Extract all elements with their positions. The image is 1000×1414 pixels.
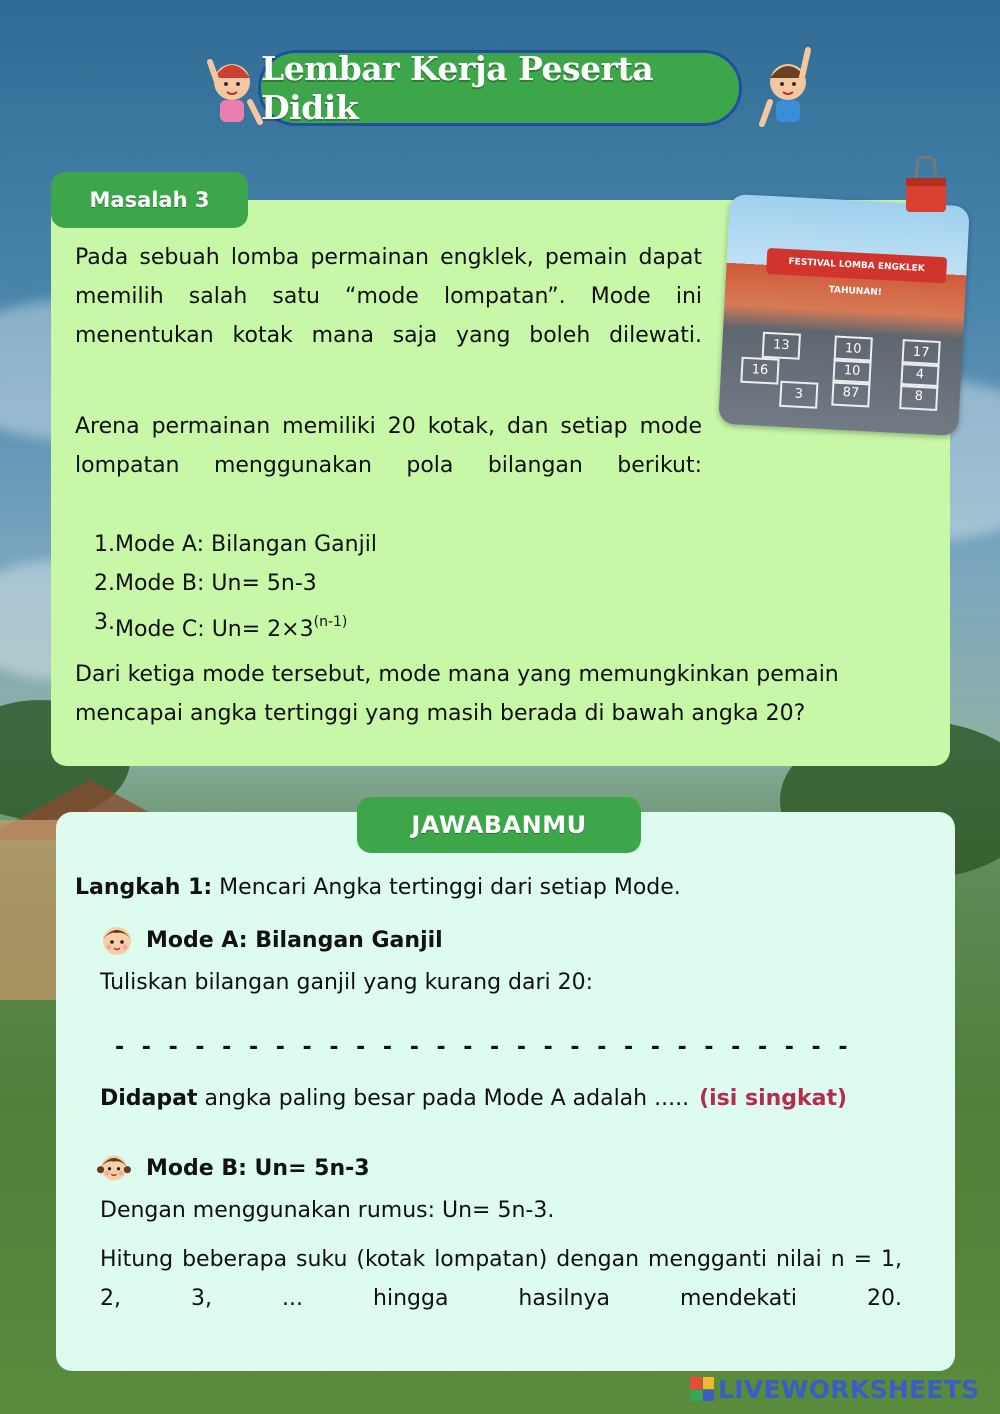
problem-tab-label: Masalah 3 xyxy=(89,188,210,212)
mode-a-result-line xyxy=(100,1079,847,1118)
hopscotch-cell: 87 xyxy=(831,379,870,407)
liveworksheets-logo[interactable] xyxy=(690,1376,979,1402)
mode-number: 2. xyxy=(94,571,115,596)
mode-text: Mode B: Un= 5n-3 xyxy=(115,571,317,596)
step-1-label: Langkah 1: xyxy=(75,875,213,900)
mode-b-instruction-text: Hitung beberapa suku (kotak lompatan) dengan mengganti nilai n = 1, 2, 3, ... hingga hasilnya mendekati 20. xyxy=(100,1247,902,1311)
didapat-text: angka paling besar pada Mode A adalah ..... xyxy=(197,1086,690,1111)
hopscotch-cell: 8 xyxy=(899,383,938,411)
mode-exponent: (n-1) xyxy=(313,614,348,630)
mode-b-formula-text: Dengan menggunakan rumus: Un= 5n-3. xyxy=(100,1198,555,1223)
liveworksheets-brand-text: LIVEWORKSHEETS xyxy=(718,1374,980,1404)
engklek-festival-photo xyxy=(718,194,970,436)
problem-paragraph-2 xyxy=(75,407,702,485)
girl-face-icon xyxy=(97,1150,131,1184)
mode-number: 1. xyxy=(94,532,115,557)
girl-waving-icon xyxy=(200,42,264,132)
mode-a-title: Mode A: Bilangan Ganjil xyxy=(146,928,443,953)
hopscotch-cell: 3 xyxy=(779,381,818,409)
problem-paragraph-2-text: Arena permainan memiliki 20 kotak, dan setiap mode lompatan menggunakan pola bilangan berikut: xyxy=(75,414,702,478)
mode-list-item xyxy=(75,525,695,564)
problem-paragraph-1-text: Pada sebuah lomba permainan engklek, pemain dapat memilih salah satu “mode lompatan”. Mode ini menentukan kotak mana saja yang boleh dilewati. xyxy=(75,245,702,348)
boy-face-icon xyxy=(100,923,134,957)
answer-tab-label: JAWABANMU xyxy=(411,811,587,839)
mode-number: 3. xyxy=(94,610,115,635)
mode-text: Mode A: Bilangan Ganjil xyxy=(115,532,377,557)
mode-b-instruction xyxy=(100,1240,902,1318)
festival-banner xyxy=(766,248,947,298)
boy-waving-icon xyxy=(756,40,820,130)
hopscotch-cell: 4 xyxy=(900,361,939,389)
mode-text xyxy=(115,603,347,649)
header xyxy=(200,40,820,140)
mode-list xyxy=(75,525,695,649)
page-title: Lembar Kerja Peserta Didik xyxy=(261,49,654,127)
hopscotch-cell: 10 xyxy=(834,336,873,364)
hopscotch-cell: 10 xyxy=(832,358,871,386)
hopscotch-grid xyxy=(739,335,953,426)
liveworksheets-logo-icon xyxy=(690,1377,714,1401)
problem-question-text: Dari ketiga mode tersebut, mode mana yang memungkinkan pemain mencapai angka tertinggi yang masih berada di bawah angka 20? xyxy=(75,662,839,726)
problem-question xyxy=(75,655,915,733)
answer-blank-line[interactable]: - - - - - - - - - - - - - - - - - - - - - - - - - - - - xyxy=(115,1035,853,1060)
hopscotch-cell: 17 xyxy=(901,339,940,367)
hopscotch-cell: 13 xyxy=(762,332,801,360)
worksheet-title xyxy=(258,50,742,126)
step-1-text: Mencari Angka tertinggi dari setiap Mode. xyxy=(212,875,681,900)
festival-banner-text: FESTIVAL LOMBA ENGKLEK TAHUNAN! xyxy=(788,257,925,298)
mode-formula: Mode C: Un= 2×3 xyxy=(115,617,314,642)
problem-tab xyxy=(51,172,248,228)
problem-paragraph-1 xyxy=(75,238,702,355)
hopscotch-cell: 16 xyxy=(740,357,779,385)
isi-singkat-hint: (isi singkat) xyxy=(699,1086,848,1111)
binder-clip-icon xyxy=(904,156,948,216)
mode-list-item xyxy=(75,603,695,649)
mode-b-title: Mode B: Un= 5n-3 xyxy=(146,1156,370,1181)
mode-a-instruction: Tuliskan bilangan ganjil yang kurang dari 20: xyxy=(100,970,594,995)
answer-tab xyxy=(357,797,641,853)
step-1-line xyxy=(75,868,681,907)
mode-list-item xyxy=(75,564,695,603)
didapat-label: Didapat xyxy=(100,1086,198,1111)
